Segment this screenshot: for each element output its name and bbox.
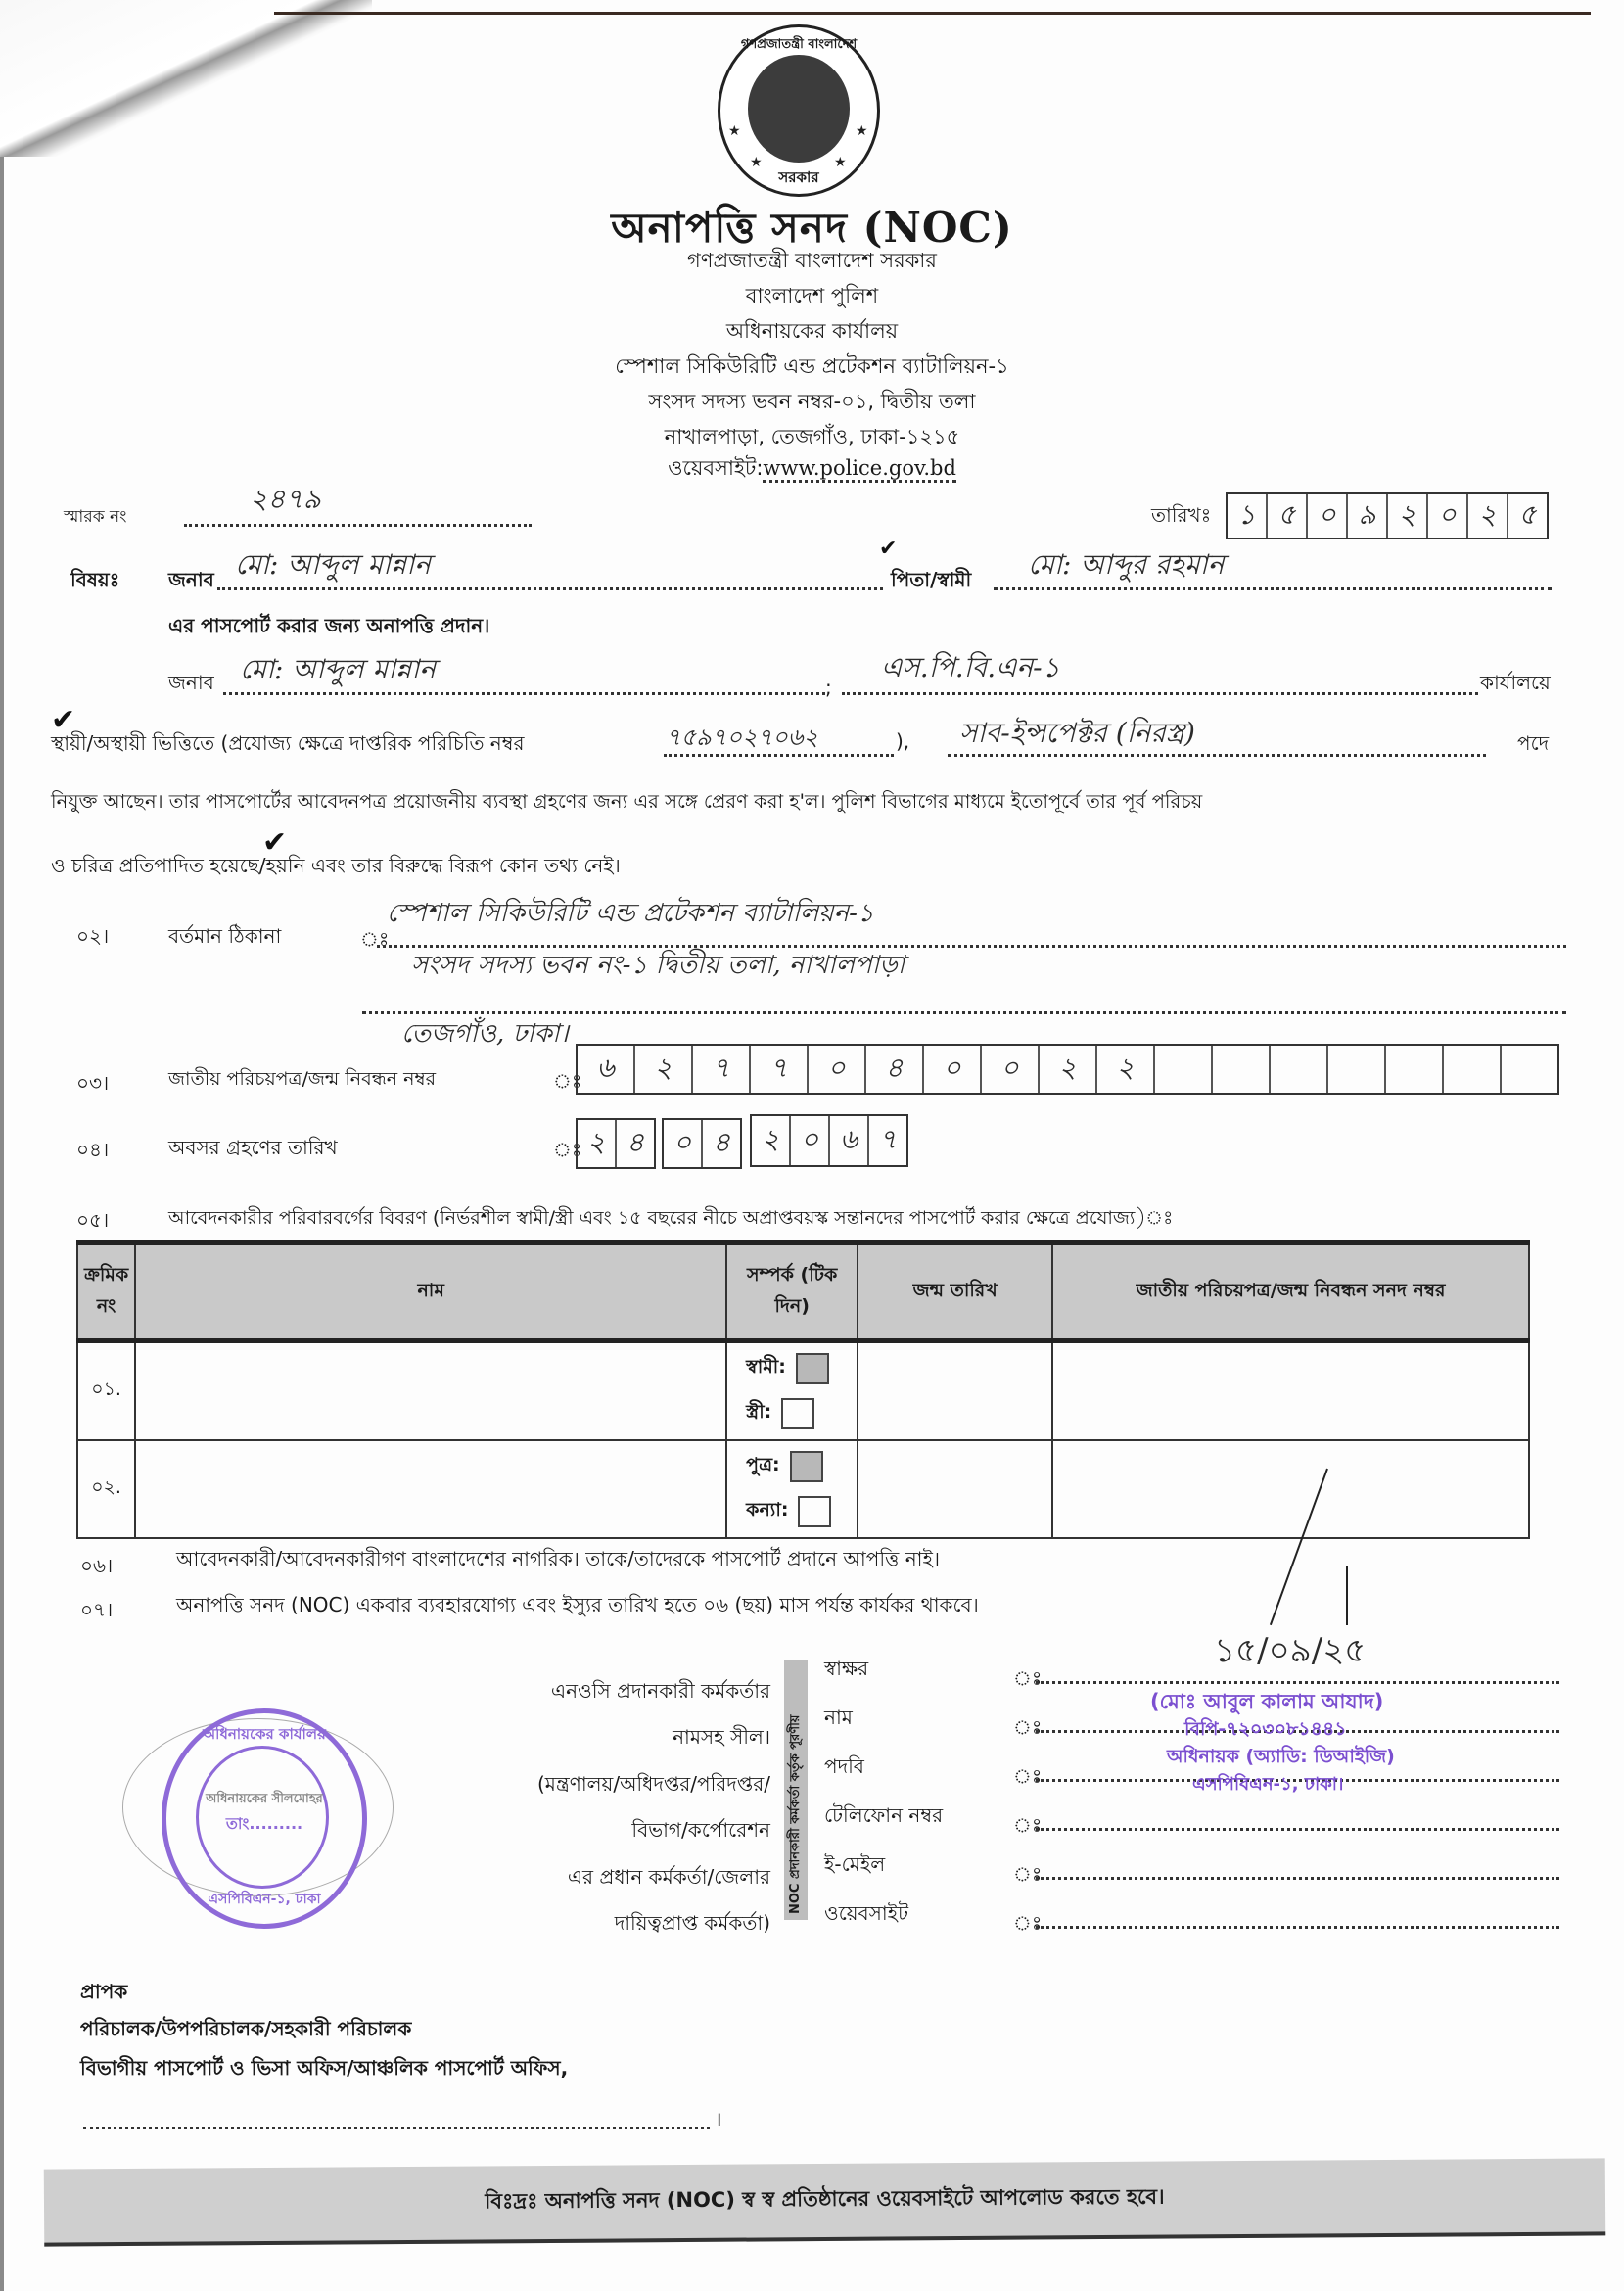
relation-label: স্বামী:	[746, 1356, 786, 1378]
nid-digit: ২	[635, 1046, 693, 1093]
header-line-2: বাংলাদেশ পুলিশ	[745, 284, 879, 307]
recipient-label: প্রাপক	[80, 1980, 128, 2003]
check-mark-icon: ✔	[879, 537, 898, 561]
item-04-number: ০৪।	[76, 1138, 110, 1161]
noc-officer-band-text: NOC প্রদানকারী কর্মকর্তা কর্তৃক পূরণীয়	[788, 1714, 803, 1914]
basis-text: স্থায়ী/অস্থায়ী ভিত্তিতে (প্রযোজ্য ক্ষেত্রে দাপ্তরিক পরিচিতি নম্বর	[51, 731, 525, 755]
date-digit: ০	[1308, 494, 1348, 538]
relation-label: কন্যা:	[746, 1499, 789, 1520]
star-icon: ★	[750, 155, 763, 170]
retirement-digit: ২	[752, 1116, 791, 1165]
officer-left-line-1: এনওসি প্রদানকারী কর্মকর্তার	[550, 1679, 770, 1703]
col-relation: সম্পর্ক (টিক দিন)	[726, 1243, 858, 1341]
table-row	[77, 1440, 1529, 1538]
row-serial: ০২.	[77, 1440, 135, 1538]
retirement-year-box[interactable]	[750, 1114, 908, 1167]
row-dob-cell[interactable]	[858, 1440, 1052, 1538]
official-id-field[interactable]: ৭৫৯৭০২৭০৬২	[666, 724, 818, 751]
officer-left-line-4: বিভাগ/কর্পোরেশন	[631, 1818, 770, 1842]
seal-date-text: তাং.........	[225, 1814, 303, 1833]
office-field[interactable]: এস.পি.বি.এন-১	[881, 651, 1060, 683]
nid-label: জাতীয় পরিচয়পত্র/জন্ম নিবন্ধন নম্বর	[168, 1068, 437, 1090]
row-relation-cell	[726, 1440, 858, 1538]
header-line-3: অধিনায়কের কার্যালয়	[725, 319, 899, 343]
item-03-number: ০৩।	[76, 1071, 110, 1095]
signature-field[interactable]	[1036, 1681, 1559, 1684]
row-name-cell[interactable]	[135, 1440, 726, 1538]
subject-janab-label: জনাব	[168, 568, 214, 591]
subject-label: বিষয়ঃ	[70, 568, 120, 591]
family-label: আবেদনকারীর পরিবারবর্গের বিবরণ (নির্ভরশীল স্বামী/স্ত্রী এবং ১৫ বছরের নীচে অপ্রাপ্তবয়স্ক সন্তানদের পাসপোর্ট করার ক্ষেত্রে প্রযোজ্য)ঃ	[168, 1207, 1174, 1229]
nid-digit	[1386, 1046, 1444, 1093]
emblem-ring-text-top: গণপ্রজাতন্ত্রী বাংলাদেশ	[740, 37, 858, 52]
retirement-colon: ঃ	[553, 1138, 582, 1161]
address-label: বর্তমান ঠিকানা	[168, 924, 282, 948]
family-table	[76, 1240, 1530, 1539]
bangladesh-map-icon	[748, 55, 850, 163]
recipient-line-2: বিভাগীয় পাসপোর্ট ও ভিসা অফিস/আঞ্চলিক পাসপোর্ট অফিস,	[80, 2056, 569, 2080]
phone-field[interactable]	[1036, 1828, 1559, 1831]
header-line-5: সংসদ সদস্য ভবন নম্বর-০১, দ্বিতীয় তলা	[648, 390, 976, 413]
paragraph-line-1: নিযুক্ত আছেন। তার পাসপোর্টের আবেদনপত্র প্রয়োজনীয় ব্যবস্থা গ্রহণের জন্য এর সঙ্গে প্রেরণ করা হ'ল। পুলিশ বিভাগের মাধ্যমে ইতোপূর্বে তার পূর্ব পরিচয়	[51, 790, 1203, 813]
nid-digit: ৪	[866, 1046, 924, 1093]
body-janab-label: জনাব	[168, 671, 214, 694]
address-field-3[interactable]: তেজগাঁও, ঢাকা।	[401, 1019, 569, 1049]
post-field[interactable]: সাব-ইন্সপেক্টর (নিরস্ত্র)	[959, 717, 1195, 749]
date-digit: ২	[1468, 494, 1508, 538]
address-colon: ঃ	[360, 927, 390, 951]
government-emblem-icon	[718, 24, 880, 197]
office-line	[842, 692, 1478, 695]
date-digit: ০	[1428, 494, 1468, 538]
address-field-2[interactable]: সংসদ সদস্য ভবন নং-১ দ্বিতীয় তলা, নাখালপাড়া	[411, 951, 905, 980]
stamp-officer-name: (মোঃ আবুল কালাম আযাদ)	[1150, 1690, 1384, 1713]
table-header-row	[77, 1243, 1529, 1341]
separator-semicolon: ;	[825, 676, 832, 699]
retirement-label: অবসর গ্রহণের তারিখ	[168, 1136, 338, 1159]
officer-left-line-5: এর প্রধান কর্মকর্তা/জেলার	[567, 1865, 770, 1889]
stamp-bp-number: বিপি-৭২০৩০৮১৪৪১	[1184, 1718, 1347, 1740]
recipient-line-1: পরিচালক/উপপরিচালক/সহকারী পরিচালক	[80, 2017, 412, 2040]
row-serial: ০১.	[77, 1341, 135, 1441]
retirement-digit: ৪	[712, 1125, 731, 1158]
item-07-number: ০৭।	[80, 1598, 114, 1621]
retirement-digit: ৭	[878, 1122, 898, 1155]
nid-digit	[1328, 1046, 1386, 1093]
field-website-label: ওয়েবসাইট	[824, 1901, 908, 1925]
document-title: অনাপত্তি সনদ (NOC)	[611, 204, 1013, 252]
row-nid-cell[interactable]	[1052, 1341, 1529, 1441]
body-name-field[interactable]: মো: আব্দুল মান্নান	[240, 653, 436, 685]
memo-field-line	[184, 524, 532, 527]
field-colon: ঃ	[1013, 1666, 1043, 1690]
footer-note-text: বিঃদ্রঃ অনাপত্তি সনদ (NOC) স্ব স্ব প্রতিষ্ঠানের ওয়েবসাইটে আপলোড করতে হবে।	[485, 2184, 1165, 2214]
star-icon: ★	[728, 123, 741, 139]
stamp-unit: এসপিবিএন-১, ঢাকা।	[1192, 1774, 1344, 1795]
date-label: তারিখঃ	[1151, 503, 1212, 527]
footer-note	[44, 2158, 1606, 2246]
field-colon: ঃ	[1013, 1764, 1043, 1788]
field-designation-label: পদবি	[824, 1754, 864, 1778]
col-name: নাম	[135, 1243, 726, 1341]
col-serial: ক্রমিক নং	[77, 1243, 135, 1341]
nid-digit: ০	[982, 1046, 1040, 1093]
retirement-month-box[interactable]	[662, 1118, 742, 1169]
paragraph-line-2: ও চরিত্র প্রতিপাদিত হয়েছে/হয়নি এবং তার বিরুদ্ধে বিরূপ কোন তথ্য নেই।	[51, 854, 621, 877]
nid-digit: ০	[809, 1046, 866, 1093]
field-phone-label: টেলিফোন নম্বর	[824, 1803, 944, 1827]
website-field[interactable]	[1036, 1926, 1559, 1929]
relation-label: পুত্র:	[746, 1454, 780, 1475]
memo-label: স্মারক নং	[64, 507, 127, 527]
row-dob-cell[interactable]	[858, 1341, 1052, 1441]
website-label: ওয়েবসাইট:	[668, 456, 764, 480]
citizen-text: আবেদনকারী/আবেদনকারীগণ বাংলাদেশের নাগরিক। তাকে/তাদেরকে পাসপোর্ট প্রদানে আপত্তি নাই।	[176, 1547, 941, 1570]
field-colon: ঃ	[1013, 1911, 1043, 1935]
emblem-ring-text-bottom: সরকার	[778, 168, 819, 186]
officer-left-line-6: দায়িত্বপ্রাপ্ত কর্মকর্তা)	[614, 1911, 770, 1935]
nid-digit	[1502, 1046, 1557, 1093]
nid-digit: ৭	[693, 1046, 751, 1093]
recipient-office-field[interactable]	[83, 2127, 710, 2129]
top-border-line	[274, 12, 1591, 15]
field-colon: ঃ	[1013, 1715, 1043, 1739]
relation-checkbox-husband[interactable]	[796, 1353, 829, 1384]
nid-digit: ৬	[578, 1046, 635, 1093]
relation-checkbox-daughter[interactable]	[798, 1496, 831, 1527]
header-line-6: নাখালপাড়া, তেজগাঁও, ঢাকা-১২১৫	[664, 425, 960, 448]
field-email-label: ই-মেইল	[824, 1852, 886, 1876]
row-nid-cell[interactable]	[1052, 1440, 1529, 1538]
address-field-1[interactable]: স্পেশাল সিকিউরিটি এন্ড প্রটেকশন ব্যাটালিয়ন-১	[387, 899, 874, 928]
field-colon: ঃ	[1013, 1813, 1043, 1837]
recipient-end-mark: ।	[715, 2107, 722, 2130]
subject-line-2: এর পাসপোর্ট করার জন্য অনাপত্তি প্রদান।	[168, 614, 490, 637]
relation-checkbox-wife[interactable]	[781, 1398, 814, 1429]
date-digit: ৫	[1518, 497, 1537, 531]
office-seal-stamp	[162, 1708, 367, 1929]
date-digit: ২	[1388, 494, 1428, 538]
nid-digit: ৭	[751, 1046, 809, 1093]
nid-digit	[1271, 1046, 1328, 1093]
subject-name-field[interactable]: মো: আব্দুল মান্নান	[235, 548, 431, 581]
row-relation-cell	[726, 1341, 858, 1441]
nid-digit: ২	[1097, 1046, 1155, 1093]
nid-digit	[1444, 1046, 1502, 1093]
nid-digit	[1155, 1046, 1213, 1093]
office-suffix: কার্যালয়ে	[1480, 671, 1551, 694]
officer-left-line-2: নামসহ সীল।	[673, 1725, 770, 1749]
retirement-digit: ৬	[830, 1116, 869, 1165]
field-colon: ঃ	[1013, 1862, 1043, 1886]
nid-digit	[1213, 1046, 1271, 1093]
nid-box[interactable]	[576, 1044, 1559, 1095]
star-icon: ★	[856, 123, 868, 139]
item-02-number: ০২।	[76, 924, 110, 948]
folded-corner	[0, 0, 372, 157]
date-box[interactable]	[1226, 492, 1549, 539]
seal-top-text: অধিনায়কের কার্যালয়	[203, 1725, 326, 1743]
stamp-designation: অধিনায়ক (অ্যাডি: ডিআইজি)	[1167, 1746, 1395, 1767]
header-line-1: গণপ্রজাতন্ত্রী বাংলাদেশ সরকার	[687, 249, 937, 272]
field-signature-label: স্বাক্ষর	[824, 1657, 869, 1680]
field-name-label: নাম	[824, 1706, 853, 1729]
relation-checkbox-son[interactable]	[790, 1451, 823, 1482]
email-field[interactable]	[1036, 1877, 1559, 1880]
paren-close: ),	[896, 729, 910, 753]
date-digit: ৯	[1348, 494, 1388, 538]
father-name-field[interactable]: মো: আব্দুর রহমান	[1028, 548, 1225, 581]
col-nid: জাতীয় পরিচয়পত্র/জন্ম নিবন্ধন সনদ নম্বর	[1052, 1243, 1529, 1341]
item-06-number: ০৬।	[80, 1554, 114, 1577]
retirement-digit: ৪	[626, 1125, 645, 1158]
memo-number-field[interactable]: ২৪৭৯	[250, 483, 321, 515]
date-digit: ৫	[1268, 494, 1308, 538]
star-icon: ★	[834, 155, 847, 170]
officer-left-line-3: (মন্ত্রণালয়/অধিদপ্তর/পরিদপ্তর/	[536, 1772, 770, 1796]
nid-digit: ০	[924, 1046, 982, 1093]
date-digit: ১	[1228, 494, 1268, 538]
header-website-line	[0, 452, 1624, 487]
signature-date: ১৫/০৯/২৫	[1214, 1631, 1367, 1670]
website-link[interactable]: www.police.gov.bd	[763, 456, 956, 483]
father-label: পিতা/স্বামী	[891, 568, 972, 591]
nid-digit: ২	[1040, 1046, 1097, 1093]
seal-bottom-text: এসপিবিএন-১, ঢাকা	[208, 1892, 321, 1907]
retirement-digit: ২	[578, 1120, 617, 1167]
col-dob: জন্ম তারিখ	[858, 1243, 1052, 1341]
validity-text: অনাপত্তি সনদ (NOC) একবার ব্যবহারযোগ্য এবং ইস্যুর তারিখ হতে ০৬ (ছয়) মাস পর্যন্ত কার্যকর থাকবে।	[176, 1593, 979, 1616]
table-row	[77, 1341, 1529, 1441]
retirement-digit: ০	[664, 1120, 703, 1167]
item-05-number: ০৫।	[76, 1208, 110, 1232]
signature-stroke	[1346, 1566, 1348, 1625]
retirement-digit: ০	[791, 1116, 830, 1165]
nid-colon: ঃ	[553, 1069, 582, 1093]
header-line-4: স্পেশাল সিকিউরিটি এন্ড প্রটেকশন ব্যাটালিয়ন-১	[615, 354, 1009, 378]
seal-middle-text: অধিনায়কের সীলমোহর	[206, 1792, 323, 1806]
post-suffix: পদে	[1517, 731, 1550, 755]
retirement-day-box[interactable]	[576, 1118, 656, 1169]
row-name-cell[interactable]	[135, 1341, 726, 1441]
relation-label: স্ত্রী:	[746, 1401, 772, 1423]
check-mark-icon: ✔	[262, 825, 288, 860]
check-mark-icon: ✔	[51, 703, 76, 737]
